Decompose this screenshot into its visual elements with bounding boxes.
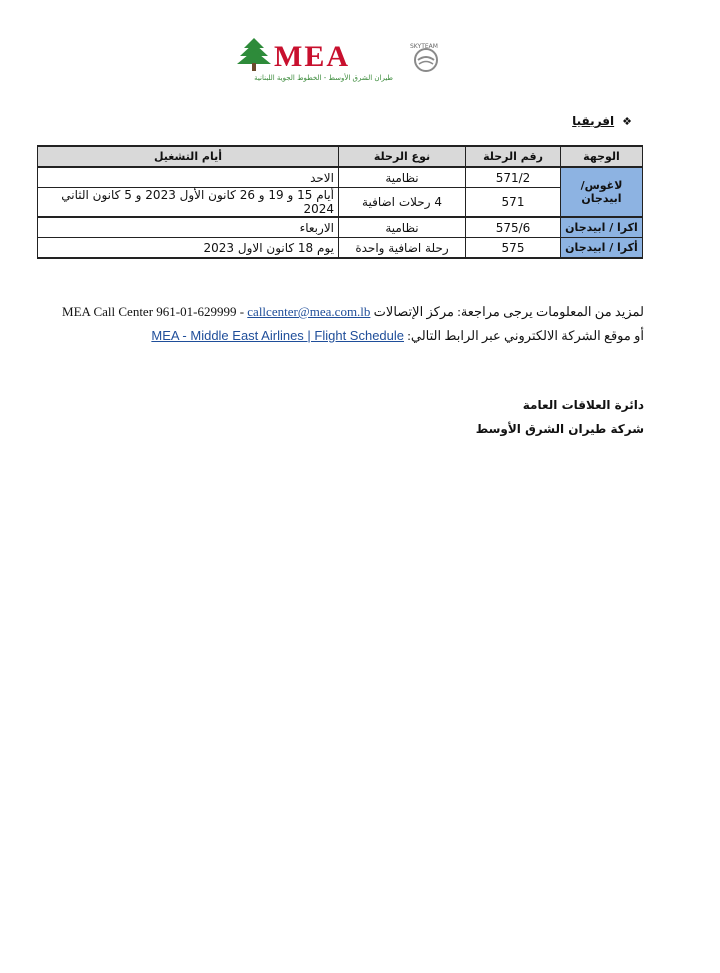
logo-text: MEA <box>274 40 350 73</box>
flight-type-cell: 4 رحلات اضافية <box>339 188 466 218</box>
skyteam-icon <box>408 40 440 76</box>
flight-type-cell: رحلة اضافية واحدة <box>339 238 466 259</box>
operating-days-cell: أيام 15 و 19 و 26 كانون الأول 2023 و 5 كانون الثاني 2024 <box>38 188 339 218</box>
skyteam-label: SKYTEAM <box>410 43 438 50</box>
destination-cell: لاغوس/ ابيدجان <box>561 167 643 217</box>
section-title: افريقيا <box>572 114 615 128</box>
operating-days-cell: الاحد <box>38 167 339 188</box>
header-flight-type: نوع الرحلة <box>339 146 466 167</box>
table-row <box>38 217 643 238</box>
flight-number-cell: 571/2 <box>466 167 561 188</box>
schedule-table <box>37 145 643 259</box>
section-heading <box>572 114 632 128</box>
header-destination: الوجهة <box>561 146 643 167</box>
company-name: شركة طيران الشرق الأوسط <box>475 422 644 436</box>
operating-days-cell: الاربعاء <box>38 217 339 238</box>
header-operating-days: أيام التشغيل <box>38 146 339 167</box>
header-flight-number: رقم الرحلة <box>466 146 561 167</box>
website-text: أو موقع الشركة الالكتروني عبر الرابط التالي: <box>404 328 644 343</box>
destination-cell: اكرا / ابيدجان <box>561 217 643 238</box>
destination-cell: أكرا / ابيدجان <box>561 238 643 259</box>
flight-number-cell: 575/6 <box>466 217 561 238</box>
bullet-icon: ❖ <box>622 115 632 128</box>
flight-type-cell: نظامية <box>339 167 466 188</box>
flight-type-cell: نظامية <box>339 217 466 238</box>
table-row <box>38 188 643 218</box>
email-link[interactable]: callcenter@mea.com.lb <box>247 304 371 319</box>
website-line <box>151 328 644 344</box>
flight-number-cell: 575 <box>466 238 561 259</box>
flight-number-cell: 571 <box>466 188 561 218</box>
table-header-row <box>38 146 643 167</box>
logo-subtitle: طيران الشرق الأوسط - الخطوط الجوية اللبنانية <box>254 74 393 82</box>
mea-logo <box>236 36 446 88</box>
table-row <box>38 167 643 188</box>
website-link[interactable]: MEA - Middle East Airlines | Flight Schedule <box>151 328 405 343</box>
contact-text: لمزيد من المعلومات يرجى مراجعة: مركز الإتصالات MEA Call Center 961-01-629999 - <box>62 304 644 319</box>
operating-days-cell: يوم 18 كانون الاول 2023 <box>38 238 339 259</box>
cedar-tree-icon <box>236 36 272 74</box>
department-name: دائرة العلاقات العامة <box>522 398 644 412</box>
table-row <box>38 238 643 259</box>
contact-line <box>62 304 644 320</box>
